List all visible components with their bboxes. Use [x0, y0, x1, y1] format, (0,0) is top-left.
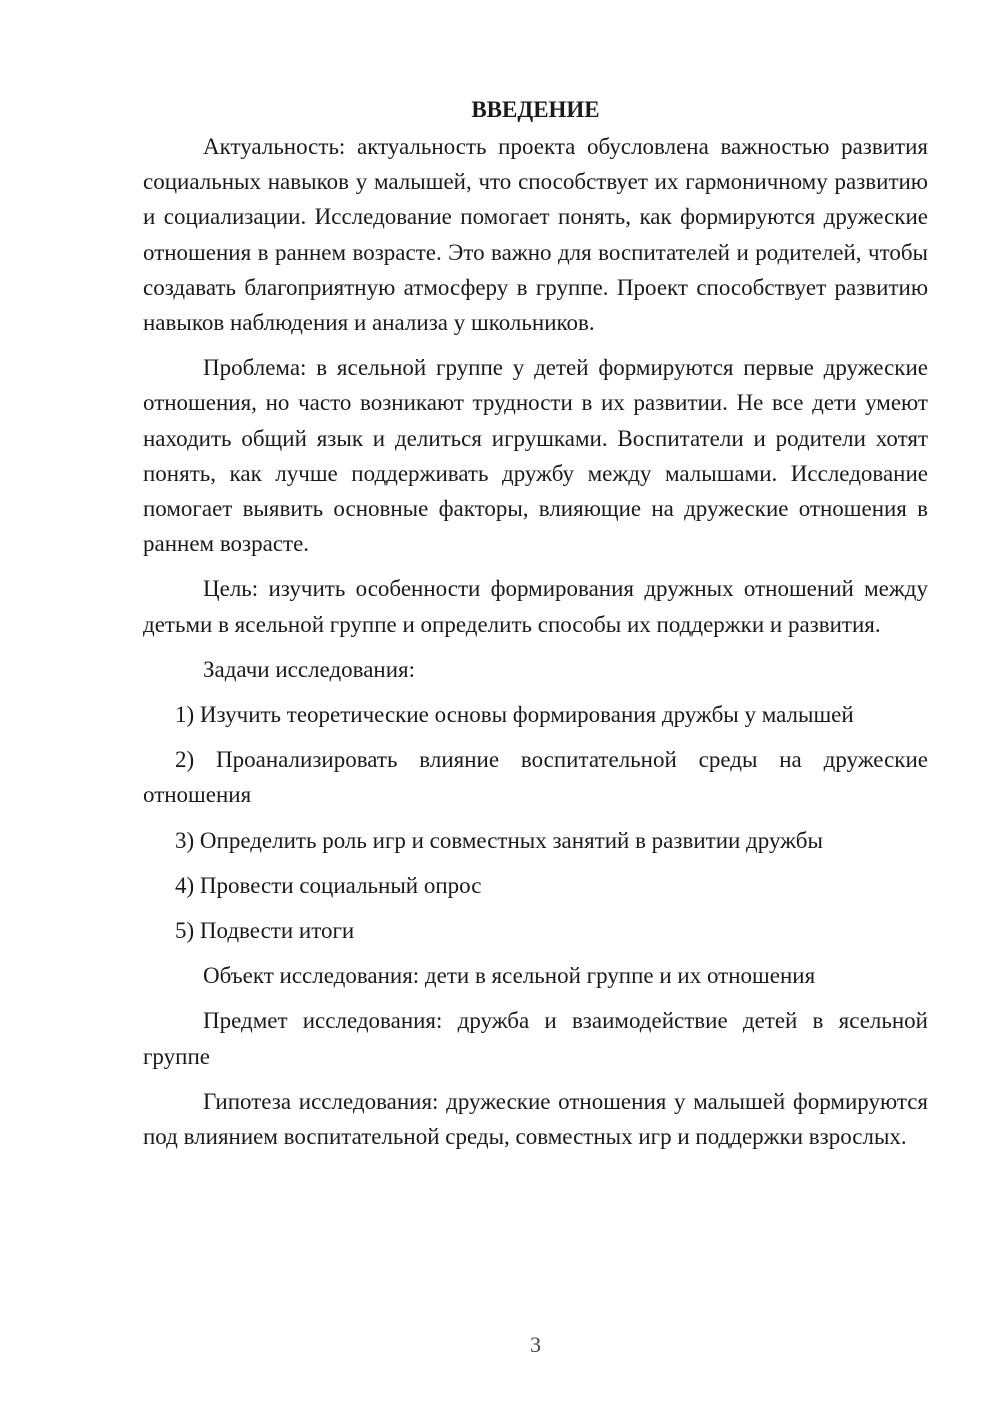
problem-paragraph: Проблема: в ясельной группе у детей формируются первые дружеские отношения, но часто возникают трудности в их развитии. Не все дети умеют находить общий язык и делиться игрушками. Воспитатели и родители хотят понять, как лучше поддерживать дружбу между малышами. Исследование помогает выявить основные факторы, влияющие на дружеские отношения в раннем возрасте.	[143, 355, 928, 557]
section-heading: ВВЕДЕНИЕ	[471, 97, 600, 122]
task-item-3: 3) Определить роль игр и совместных занятий в развитии дружбы	[175, 827, 823, 853]
task-item-4: 4) Провести социальный опрос	[175, 872, 482, 898]
page-number: 3	[530, 1332, 541, 1357]
document-page	[143, 92, 928, 1164]
task-item-2: 2) Проанализировать влияние воспитательной среды на дружеские отношения	[143, 747, 928, 808]
object-paragraph: Объект исследования: дети в ясельной группе и их отношения	[203, 963, 816, 989]
goal-paragraph: Цель: изучить особенности формирования дружных отношений между детьми в ясельной группе и определить способы их поддержки и развития.	[143, 576, 928, 637]
task-item-5: 5) Подвести итоги	[175, 918, 355, 944]
relevance-paragraph: Актуальность: актуальность проекта обусловлена важностью развития социальных навыков у малышей, что способствует их гармоничному развитию и социализации. Исследование помогает понять, как формируются дружеские отношения в раннем возрасте. Это важно для воспитателей и родителей, чтобы создавать благоприятную атмосферу в группе. Проект способствует развитию навыков наблюдения и анализа у школьников.	[143, 134, 928, 336]
hypothesis-paragraph: Гипотеза исследования: дружеские отношения у малышей формируются под влиянием воспитательной среды, совместных игр и поддержки взрослых.	[143, 1088, 928, 1150]
tasks-title: Задачи исследования:	[203, 656, 416, 682]
task-item-1: 1) Изучить теоретические основы формирования дружбы у малышей	[175, 702, 854, 728]
subject-paragraph: Предмет исследования: дружба и взаимодействие детей в ясельной группе	[143, 1008, 928, 1069]
